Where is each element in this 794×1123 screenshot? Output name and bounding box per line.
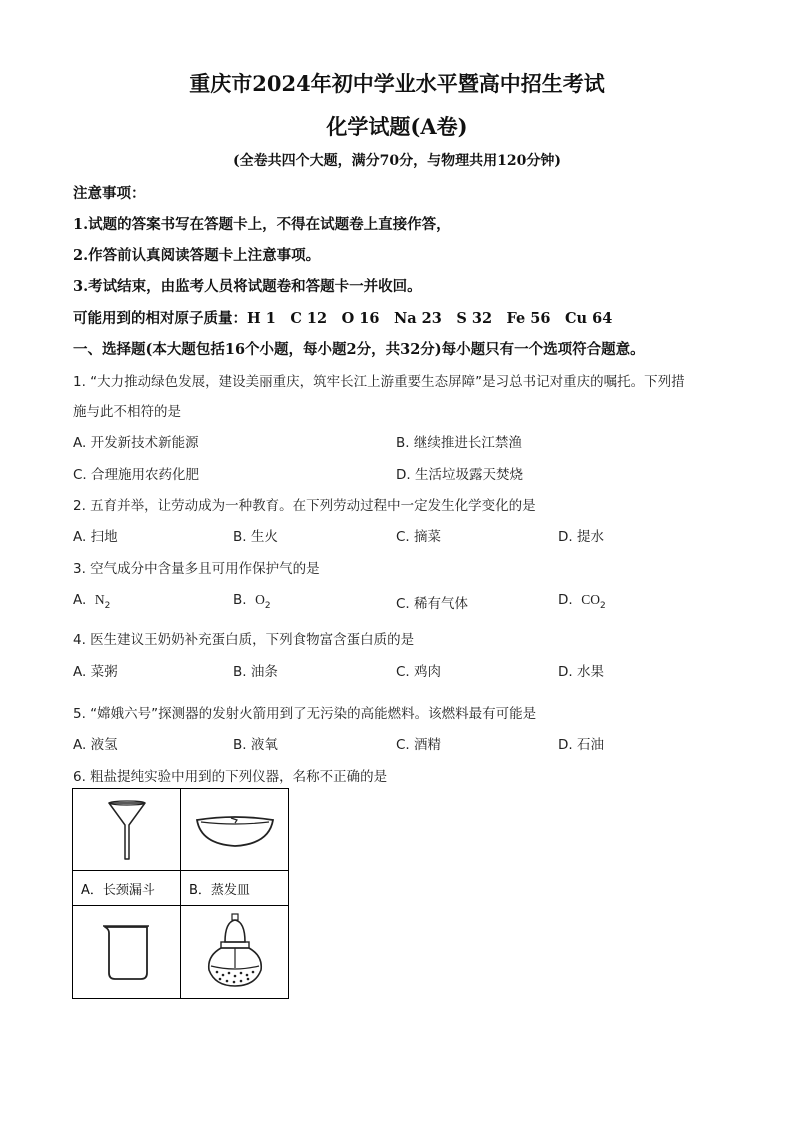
question-1-stem-line1: 1. “大力推动绿色发展，建设美丽重庆，筑牢长江上游重要生态屏障”是习总书记对重庆的嘱托。下列措 <box>73 374 685 390</box>
question-2-option-c: C. 摘菜 <box>396 529 442 545</box>
question-4-option-d: D. 水果 <box>558 664 604 680</box>
apparatus-label-b: B．蒸发皿 <box>181 871 289 906</box>
funnel-icon <box>105 797 149 863</box>
section-heading: 一、选择题(本大题包括16个小题，每小题2分，共32分)每小题只有一个选项符合题意。 <box>73 341 645 358</box>
question-3-option-d: D. $CO_2$ <box>558 592 606 611</box>
apparatus-cell-beaker <box>73 906 181 999</box>
apparatus-cell-funnel <box>73 789 181 871</box>
question-2-stem: 2. 五育并举，让劳动成为一种教育。在下列劳动过程中一定发生化学变化的是 <box>73 498 536 514</box>
question-4-option-c: C. 鸡肉 <box>396 664 442 680</box>
exam-subtitle: 化学试题(A卷) <box>326 114 468 139</box>
question-2-option-b: B. 生火 <box>233 529 278 545</box>
beaker-icon <box>101 921 153 983</box>
note-item-1: 1.试题的答案书写在答题卡上，不得在试题卷上直接作答， <box>73 216 451 233</box>
evaporating-dish-icon <box>193 810 277 850</box>
question-1-option-d: D. 生活垃圾露天焚烧 <box>396 467 523 483</box>
exam-info: (全卷共四个大题，满分70分，与物理共用120分钟) <box>233 153 561 169</box>
question-4-stem: 4. 医生建议王奶奶补充蛋白质，下列食物富含蛋白质的是 <box>73 632 415 648</box>
question-3-stem: 3. 空气成分中含量多且可用作保护气的是 <box>73 561 320 577</box>
apparatus-table <box>72 788 289 999</box>
question-1-option-a: A. 开发新技术新能源 <box>73 435 199 451</box>
alcohol-lamp-icon <box>203 912 267 992</box>
apparatus-label-a: A．长颈漏斗 <box>73 871 181 906</box>
question-4-option-b: B. 油条 <box>233 664 278 680</box>
question-6-stem: 6. 粗盐提纯实验中用到的下列仪器，名称不正确的是 <box>73 769 388 785</box>
notes-heading: 注意事项： <box>73 185 146 202</box>
question-5-option-c: C. 酒精 <box>396 737 442 753</box>
question-5-option-b: B. 液氧 <box>233 737 278 753</box>
question-5-stem: 5. “嫦娥六号”探测器的发射火箭用到了无污染的高能燃料。该燃料最有可能是 <box>73 706 537 722</box>
question-5-option-a: A. 液氢 <box>73 737 118 753</box>
question-2-option-a: A. 扫地 <box>73 529 118 545</box>
question-1-option-b: B. 继续推进长江禁渔 <box>396 435 522 451</box>
question-3-option-c: C. 稀有气体 <box>396 596 469 612</box>
exam-title: 重庆市2024年初中学业水平暨高中招生考试 <box>189 71 605 96</box>
question-3-option-a: A. $N_2$ <box>73 592 111 611</box>
question-2-option-d: D. 提水 <box>558 529 604 545</box>
note-item-2: 2.作答前认真阅读答题卡上注意事项。 <box>73 247 321 264</box>
note-item-3: 3.考试结束，由监考人员将试题卷和答题卡一并收回。 <box>73 278 422 295</box>
apparatus-cell-dish <box>181 789 289 871</box>
atomic-mass-line: 可能用到的相对原子质量：H 1 C 12 O 16 Na 23 S 32 Fe 56 Cu 64 <box>73 310 613 327</box>
question-5-option-d: D. 石油 <box>558 737 604 753</box>
apparatus-cell-lamp <box>181 906 289 999</box>
question-3-option-b: B. $O_2$ <box>233 592 271 611</box>
question-1-option-c: C. 合理施用农药化肥 <box>73 467 200 483</box>
question-1-stem-line2: 施与此不相符的是 <box>73 404 181 420</box>
question-4-option-a: A. 菜粥 <box>73 664 118 680</box>
